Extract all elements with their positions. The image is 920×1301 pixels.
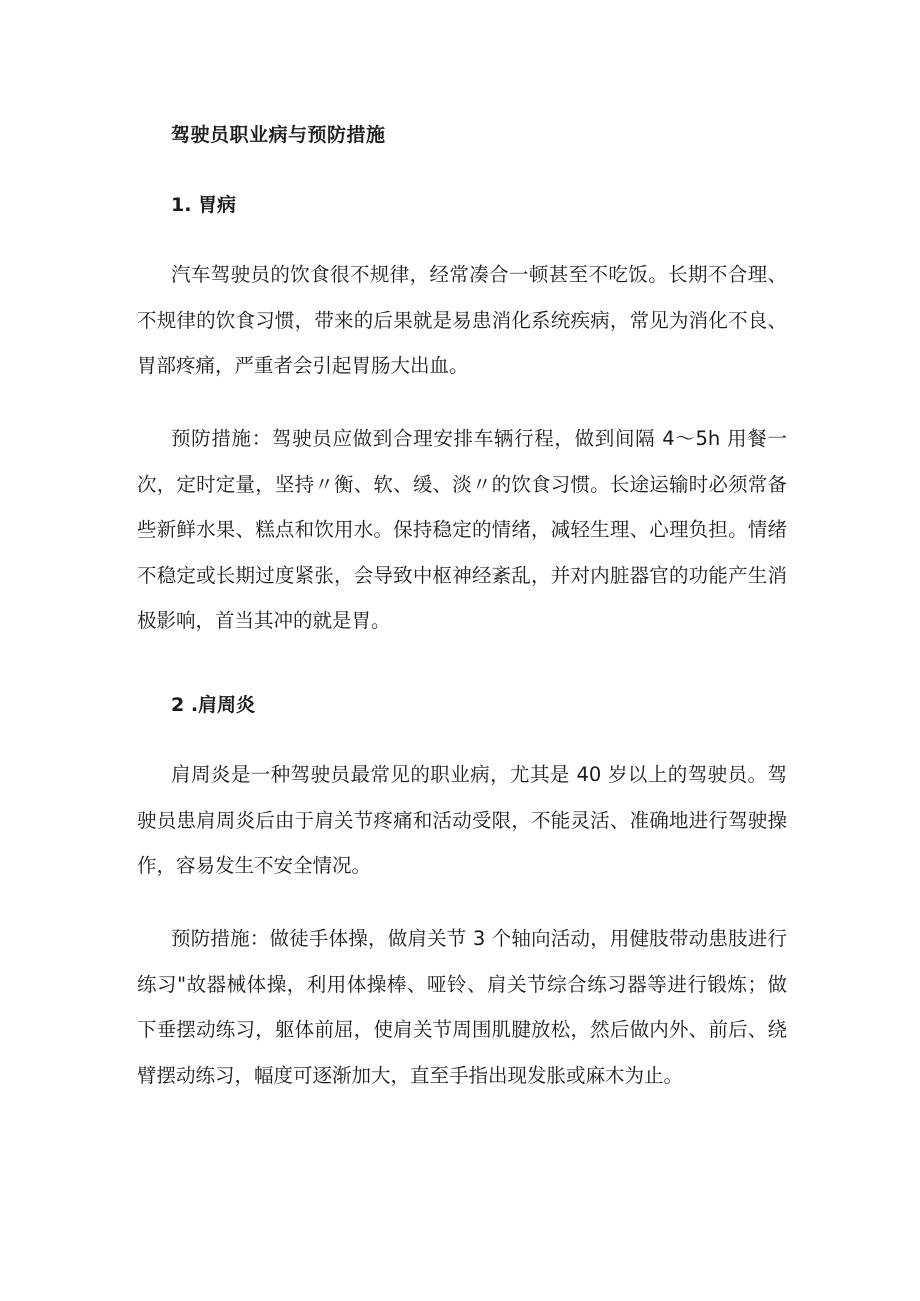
- paragraph-stomach-description: 汽车驾驶员的饮食很不规律，经常凑合一顿甚至不吃饭。长期不合理、不规律的饮食习惯，带来的后果就是易患消化系统疾病，常见为消化不良、胃部疼痛，严重者会引起胃肠大出血。: [137, 263, 787, 377]
- document-title: 驾驶员职业病与预防措施: [171, 124, 386, 146]
- section-heading-stomach: 1. 胃病: [171, 194, 237, 216]
- paragraph-shoulder-prevention: 预防措施：做徒手体操，做肩关节 3 个轴向活动，用健肢带动患肢进行练习"故器械体操，利用体操棒、哑铃、肩关节综合练习器等进行锻炼；做下垂摆动练习，躯体前屈，使肩关节周围肌腱放松，然后做内外、前后、绕臂摆动练习，幅度可逐渐加大，直至手指出现发胀或麻木为止。: [137, 927, 787, 1087]
- section-heading-shoulder: 2 .肩周炎: [171, 694, 256, 716]
- paragraph-shoulder-description: 肩周炎是一种驾驶员最常见的职业病，尤其是 40 岁以上的驾驶员。驾驶员患肩周炎后由于肩关节疼痛和活动受限，不能灵活、准确地进行驾驶操作，容易发生不安全情况。: [137, 763, 787, 877]
- paragraph-stomach-prevention: 预防措施：驾驶员应做到合理安排车辆行程，做到间隔 4～5h 用餐一次，定时定量，坚持〃衡、软、缓、淡〃的饮食习惯。长途运输时必须常备些新鲜水果、糕点和饮用水。保持稳定的情绪，减轻生理、心理负担。情绪不稳定或长期过度紧张，会导致中枢神经紊乱，并对内脏器官的功能产生消极影响，首当其冲的就是胃。: [137, 427, 787, 632]
